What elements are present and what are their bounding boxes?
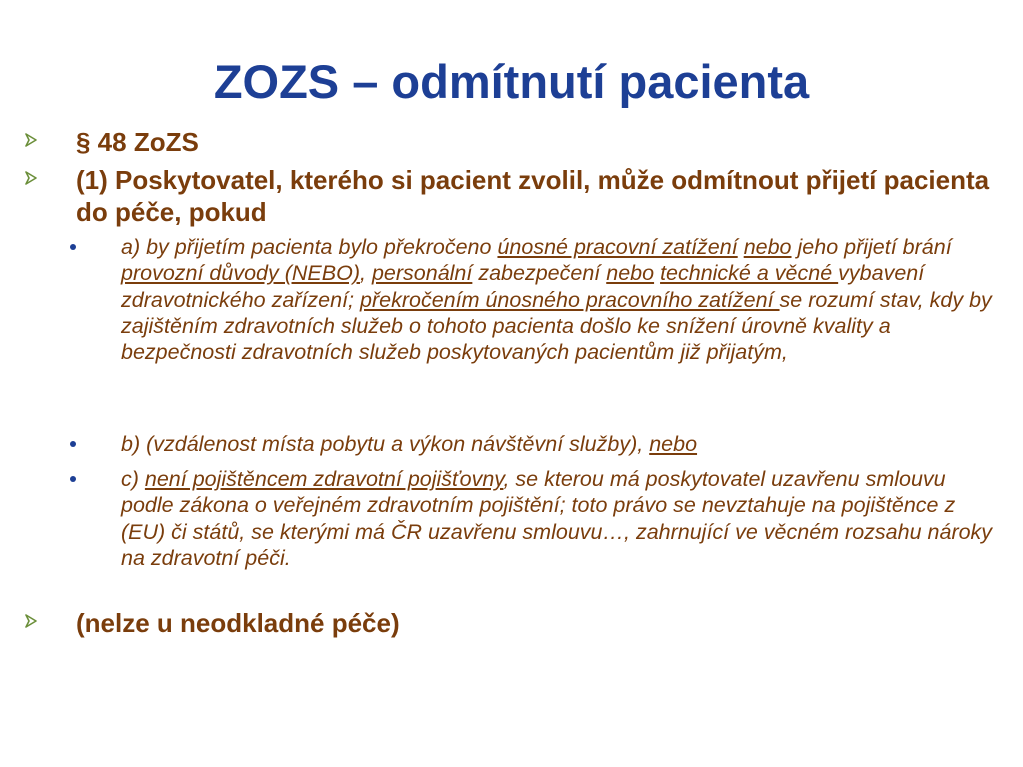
bullet-text: (1) Poskytovatel, kterého si pacient zvolil, může odmítnout přijetí pacienta do péče, pokud xyxy=(76,165,990,227)
bullet-section xyxy=(76,126,996,158)
underlined-text: nebo xyxy=(606,261,655,286)
text-run: b) (vzdálenost místa pobytu a výkon návštěvní služby), xyxy=(121,432,650,456)
underlined-text: technické a věcné xyxy=(660,261,839,286)
bullet-text: § 48 ZoZS xyxy=(76,127,199,157)
underlined-text: nebo xyxy=(649,432,698,456)
underlined-text: provozní důvody (NEBO) xyxy=(121,261,360,286)
underlined-text: překročením únosného pracovního zatížení xyxy=(360,287,780,312)
underlined-text: personální xyxy=(371,261,473,286)
text-run: se rozumí stav, kdy by zajištěním zdravotních služeb o tohoto pacienta došlo ke snížení úrovně kvality a bezpečnosti zdravotních služeb poskytovaných pacientům již přijatým, xyxy=(121,287,992,365)
underlined-text: nebo xyxy=(743,235,792,259)
text-run: c) xyxy=(121,467,145,491)
arrowhead-bullet-icon xyxy=(24,171,38,185)
sub-item-b xyxy=(121,431,1001,457)
bullet-paragraph-1 xyxy=(76,164,996,228)
arrowhead-bullet-icon xyxy=(24,133,38,147)
round-bullet-icon xyxy=(70,476,76,482)
text-run: , se kterou má poskytovatel uzavřenu smlouvu podle zákona o veřejném zdravotním pojištění; toto právo se nevztahuje na pojištěnce z (EU) či států, se kterými má ČR uzavřenu smlouvu…, zahrnující ve věcném rozsahu nároky na zdravotní péči. xyxy=(121,467,993,570)
round-bullet-icon xyxy=(70,244,76,250)
round-bullet-icon xyxy=(70,441,76,447)
underlined-text: není pojištěncem zdravotní pojišťovny xyxy=(144,467,504,491)
text-run: zabezpečení xyxy=(472,261,607,286)
text-run: , xyxy=(360,261,372,286)
sub-item-a xyxy=(121,234,1001,365)
text-run: vybavení zdravotnického zařízení; xyxy=(121,261,925,312)
text-run: jeho přijetí brání xyxy=(791,235,952,259)
sub-item-c xyxy=(121,466,1001,571)
bullet-note xyxy=(76,607,996,639)
underlined-text: únosné pracovní zatížení xyxy=(497,235,738,259)
slide-title: ZOZS – odmítnutí pacienta xyxy=(213,55,810,108)
text-run: a) by přijetím pacienta bylo překročeno xyxy=(121,235,498,259)
bullet-text: (nelze u neodkladné péče) xyxy=(76,608,400,638)
arrowhead-bullet-icon xyxy=(24,614,38,628)
